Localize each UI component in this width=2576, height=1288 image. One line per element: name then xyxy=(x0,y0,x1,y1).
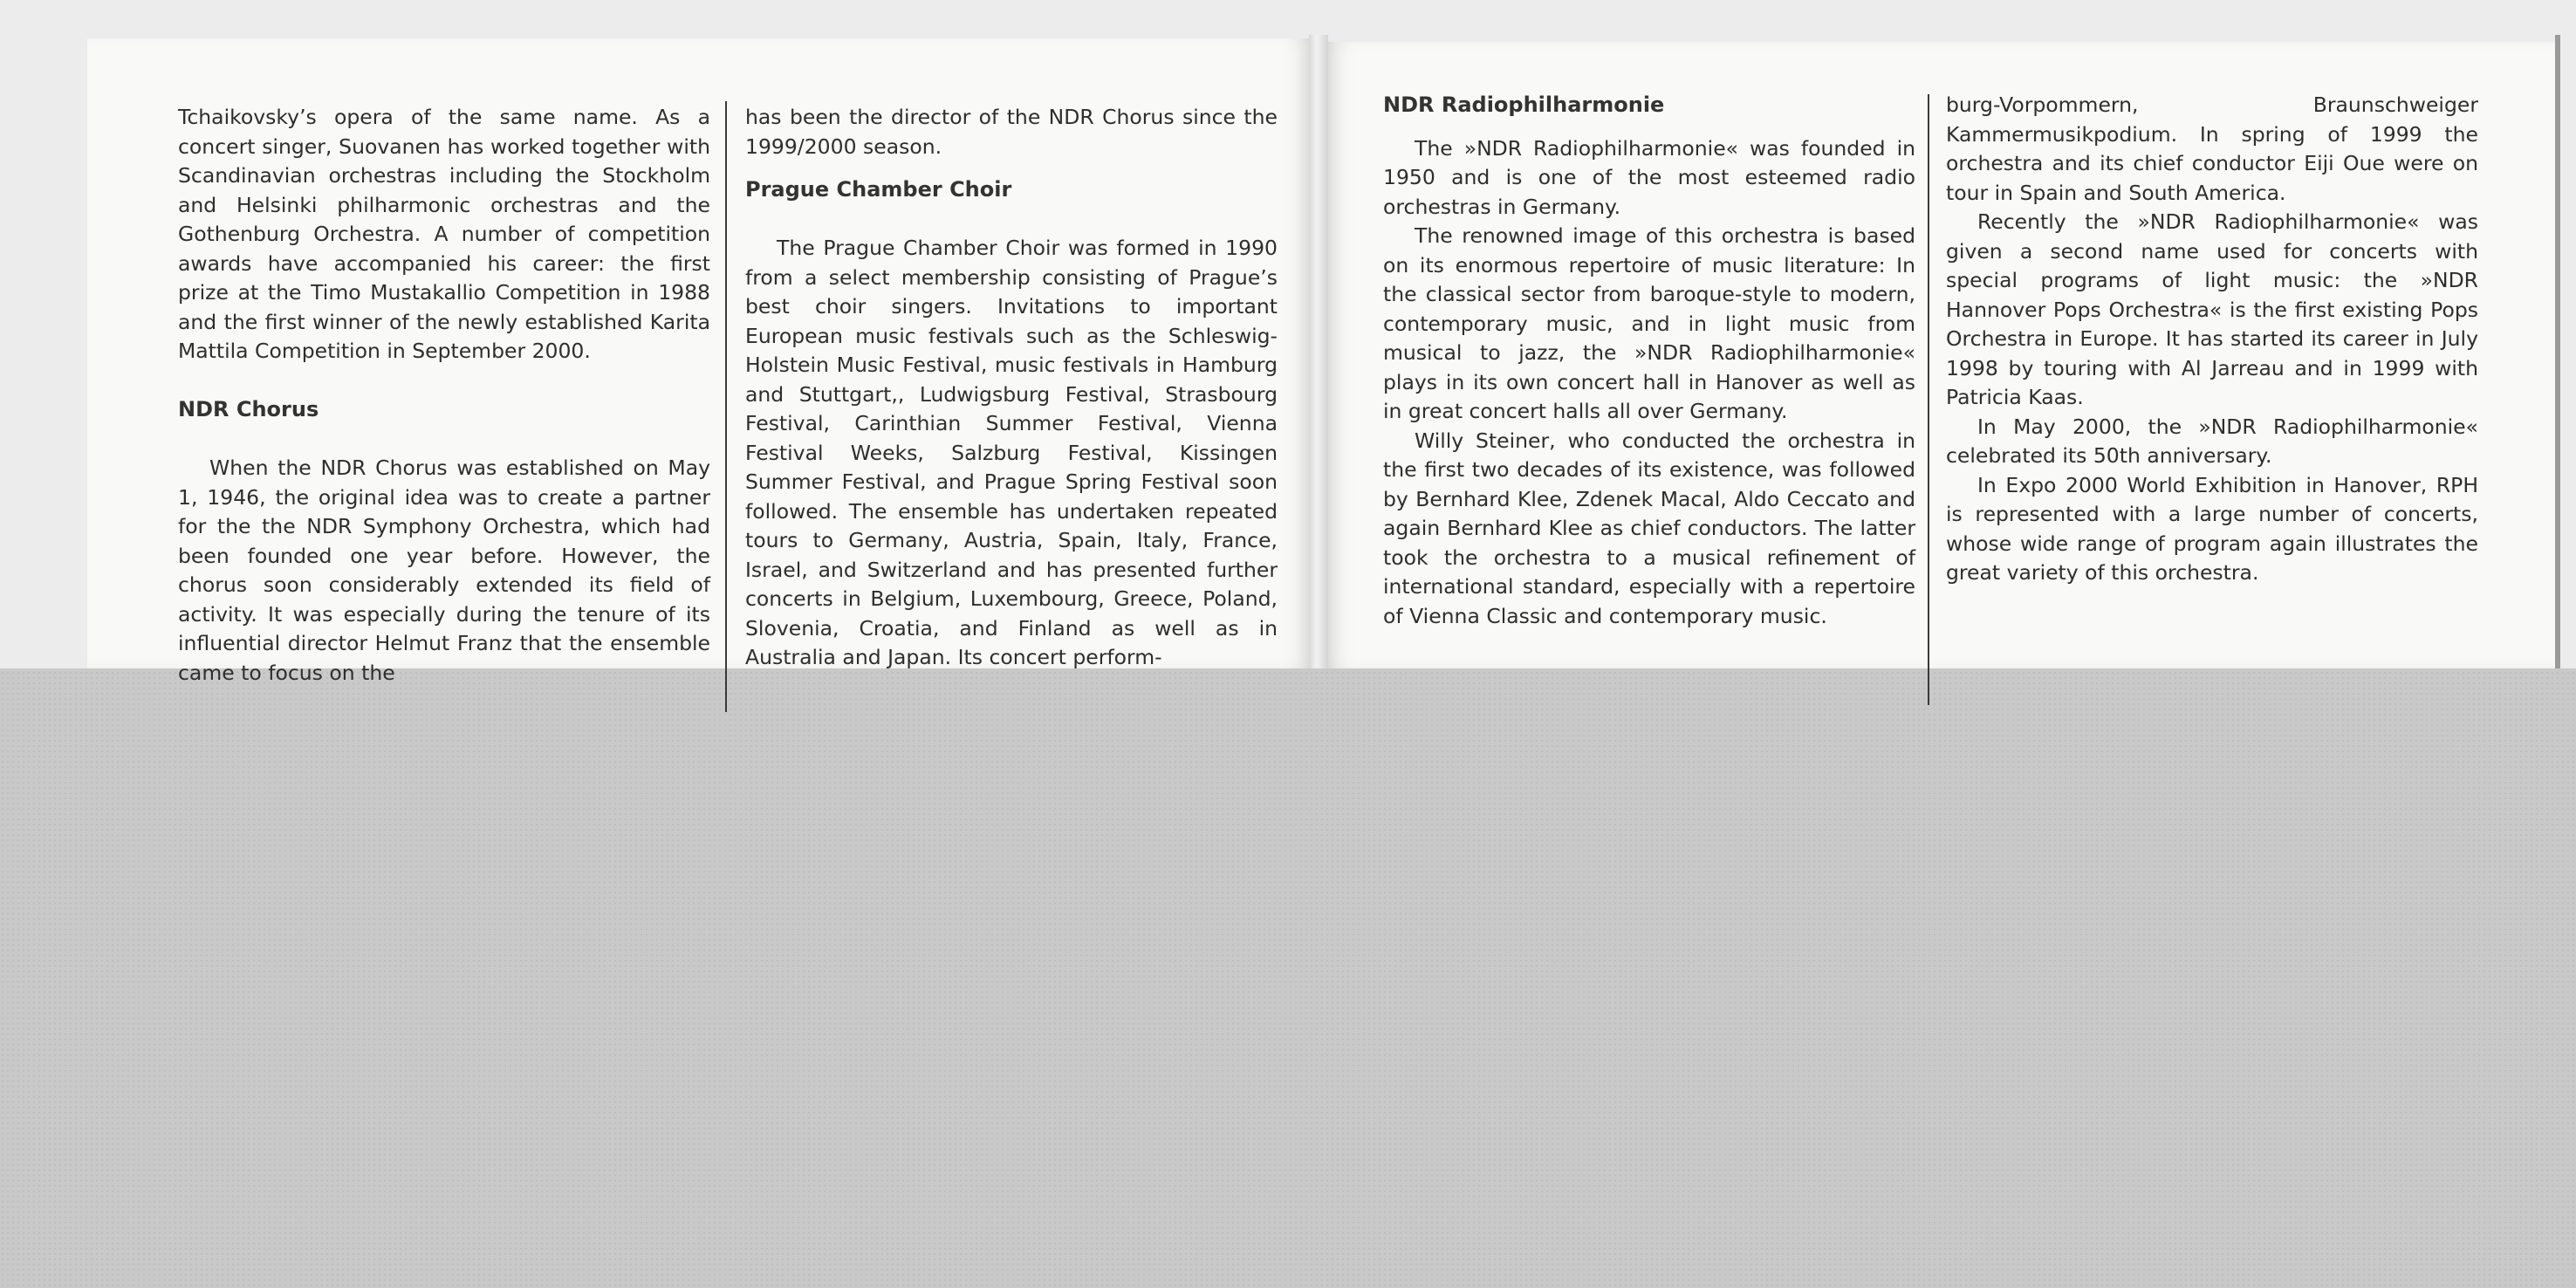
ndr-radiophilharmonie-heading: NDR Radiophilharmonie xyxy=(1383,92,1665,117)
left-page-column-1 xyxy=(178,103,710,688)
chorus-director-continuation: has been the director of the NDR Chorus since the 1999/2000 season. xyxy=(745,105,1278,159)
right-page xyxy=(1328,42,2559,668)
column-divider xyxy=(1928,94,1929,705)
ndr-chorus-heading: NDR Chorus xyxy=(178,397,319,421)
radiophilharmonie-repertoire-paragraph: The renowned image of this orchestra is based on its enormous repertoire of music literature: In the classical sector from baroque-style to modern, contemporary music, and in light music from musical to jazz, the »NDR Radiophilharmonie« plays in its own concert hall in Hanover as well as in great concert halls all over Germany. xyxy=(1383,223,1915,423)
right-page-column-1 xyxy=(1383,91,1915,631)
book-spine xyxy=(1309,35,1328,668)
orchestra-tour-continuation: burg-Vorpommern, Braunschweiger Kammermusikpodium. In spring of 1999 the orchestra and its chief conductor Eiji Oue were on tour in Spain and South America. xyxy=(1946,92,2478,205)
expo-2000-paragraph: In Expo 2000 World Exhibition in Hanover, RPH is represented with a large number of concerts, whose wide range of program again illustrates the great variety of this orchestra. xyxy=(1946,472,2478,585)
pops-orchestra-paragraph: Recently the »NDR Radiophilharmonie« was given a second name used for concerts with special programs of light music: the »NDR Hannover Pops Orchestra« is the first existing Pops Orchestra in Europe. It has started its career in July 1998 by touring with Al Jarreau and in 1999 with Patricia Kaas. xyxy=(1946,209,2478,409)
radiophilharmonie-conductors-paragraph: Willy Steiner, who conducted the orchestra in the first two decades of its existence, was followed by Bernhard Klee, Zdenek Macal, Aldo Ceccato and again Bernhard Klee as chief conductors. The latter took the orchestra to a musical refinement of international standard, especially with a repertoire of Vienna Classic and contemporary music. xyxy=(1383,428,1915,628)
anniversary-paragraph: In May 2000, the »NDR Radiophilharmonie« celebrated its 50th anniversary. xyxy=(1946,414,2478,468)
ndr-chorus-paragraph: When the NDR Chorus was established on May 1, 1946, the original idea was to create a partner for the the NDR Symphony Orchestra, which had been founded one year before. However, the chorus soon considerably extended its field of activity. It was especially during the tenure of its influential director Helmut Franz that the ensemble came to focus on the xyxy=(178,456,710,685)
left-page-column-2 xyxy=(745,103,1278,673)
right-page-column-2 xyxy=(1946,91,2478,588)
left-page xyxy=(87,38,1309,685)
radiophilharmonie-founding-paragraph: The »NDR Radiophilharmonie« was founded in 1950 and is one of the most esteemed radio orchestras in Germany. xyxy=(1383,135,1915,219)
prague-chamber-choir-paragraph: The Prague Chamber Choir was formed in 1990 from a select membership consisting of Prague’s best choir singers. Invitations to important European music festivals such as the Schleswig-Holstein Music Festival, music festivals in Hamburg and Stuttgart,, Ludwigsburg Festival, Strasbourg Festival, Carinthian Summer Festival, Vienna Festival Weeks, Salzburg Festival, Kissingen Summer Festival, and Prague Spring Festival soon followed. The ensemble has undertaken repeated tours to Germany, Austria, Spain, Italy, France, Israel, and Switzerland and has presented further concerts in Belgium, Luxembourg, Greece, Poland, Slovenia, Croatia, and Finland as well as in Australia and Japan. Its concert perform- xyxy=(745,236,1278,669)
page-edge xyxy=(2555,35,2560,668)
column-divider xyxy=(725,101,727,712)
suovanen-bio-paragraph: Tchaikovsky’s opera of the same name. As a concert singer, Suovanen has worked together with Scandinavian orchestras including the Stockholm and Helsinki philharmonic orchestras and the Gothenburg Orchestra. A number of competition awards have accompanied his career: the first prize at the Timo Mustakallio Competition in 1988 and the first winner of the newly established Karita Mattila Competition in September 2000. xyxy=(178,105,710,363)
prague-chamber-choir-heading: Prague Chamber Choir xyxy=(745,177,1012,202)
